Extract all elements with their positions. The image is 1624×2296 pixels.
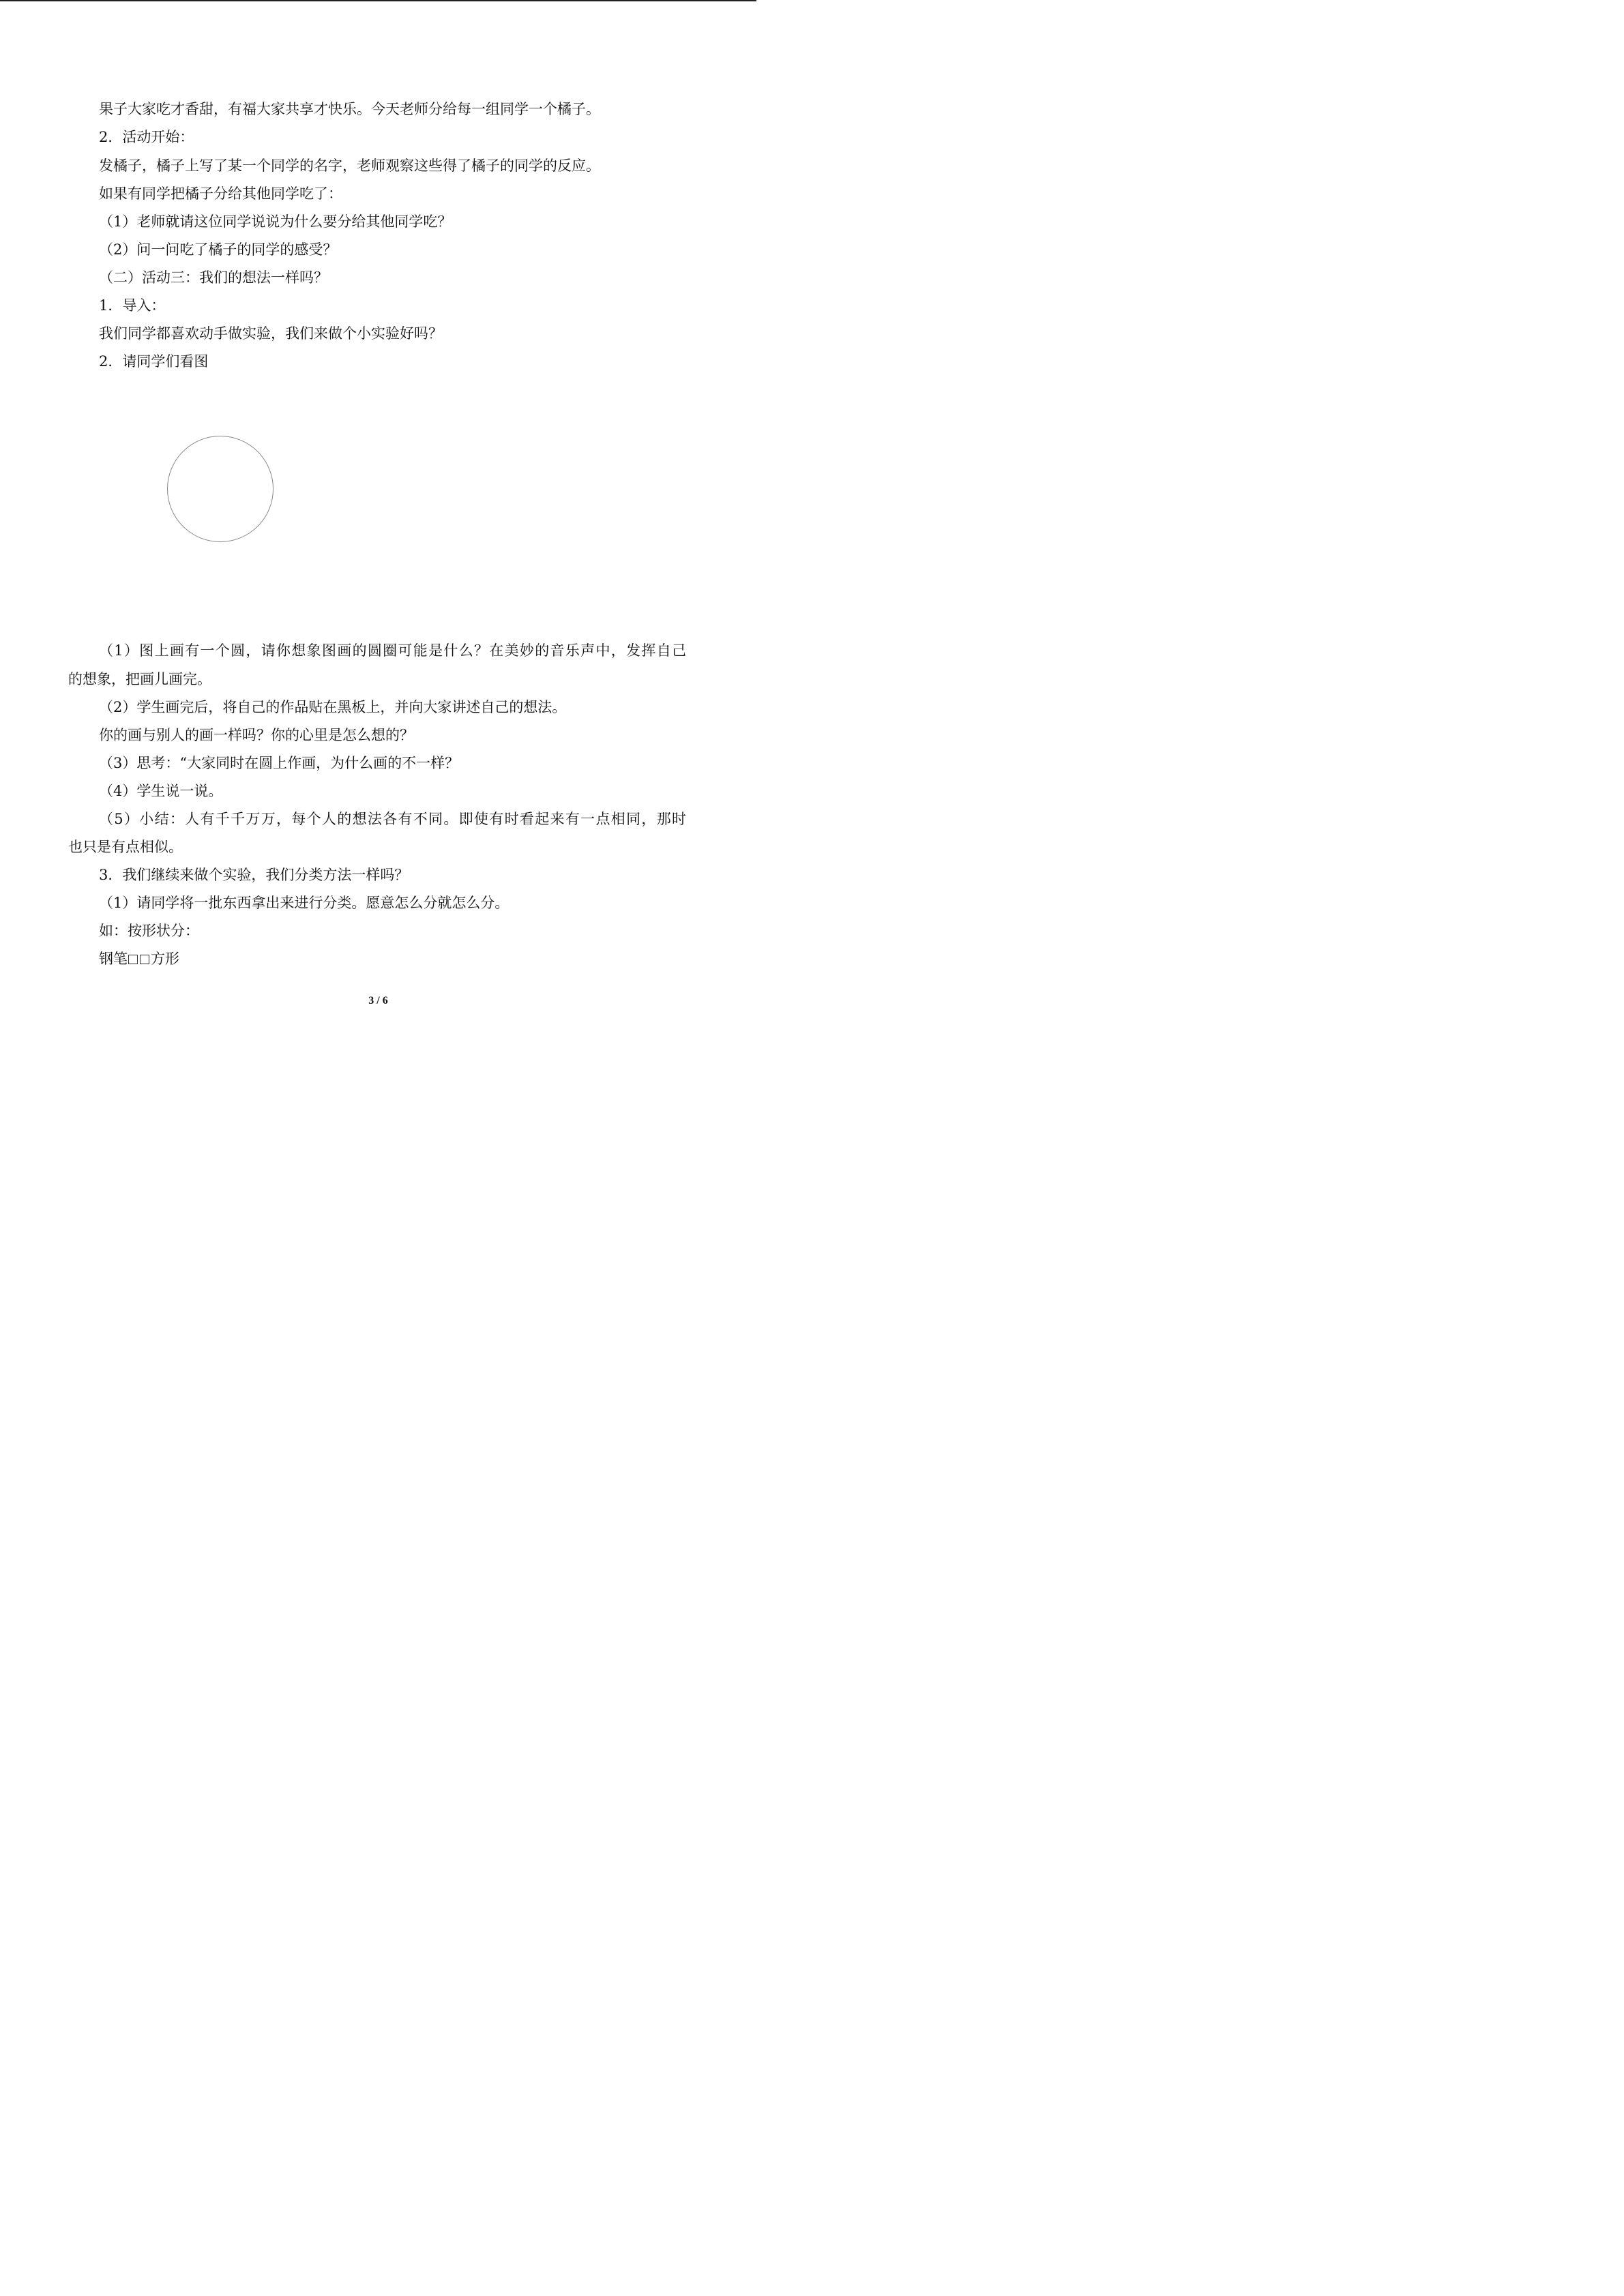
paragraph: （二）活动三：我们的想法一样吗？ bbox=[99, 269, 328, 286]
shape-label: 方形 bbox=[151, 951, 179, 967]
paragraph: 1．导入： bbox=[99, 297, 166, 314]
paragraph: 3．我们继续来做个实验，我们分类方法一样吗？ bbox=[99, 867, 409, 883]
pen-label: 钢笔 bbox=[99, 951, 128, 967]
circle-figure bbox=[167, 436, 274, 542]
paragraph: （5）小结：人有千千万万，每个人的想法各有不同。即使有时看起来有一点相同，那时 bbox=[99, 811, 686, 827]
paragraph: 2．请同学们看图 bbox=[99, 353, 209, 370]
paragraph: 发橘子，橘子上写了某一个同学的名字，老师观察这些得了橘子的同学的反应。 bbox=[99, 158, 600, 174]
paragraph: （4）学生说一说。 bbox=[99, 783, 223, 799]
paragraph: 你的画与别人的画一样吗？你的心里是怎么想的？ bbox=[99, 727, 414, 743]
paragraph: （2）学生画完后，将自己的作品贴在黑板上，并向大家讲述自己的想法。 bbox=[99, 699, 567, 715]
paragraph: 如果有同学把橘子分给其他同学吃了： bbox=[99, 185, 342, 202]
paragraph: 2．活动开始： bbox=[99, 129, 194, 145]
top-border-rule bbox=[0, 0, 756, 1]
paragraph: 果子大家吃才香甜，有福大家共享才快乐。今天老师分给每一组同学一个橘子。 bbox=[99, 101, 600, 117]
paragraph: 我们同学都喜欢动手做实验，我们来做个小实验好吗？ bbox=[99, 325, 443, 342]
page-number: 3 / 6 bbox=[368, 995, 388, 1007]
paragraph: （1）请同学将一批东西拿出来进行分类。愿意怎么分就怎么分。 bbox=[99, 895, 510, 911]
placeholder-box-icon bbox=[140, 955, 149, 964]
paragraph: （1）老师就请这位同学说说为什么要分给其他同学吃？ bbox=[99, 213, 452, 230]
paragraph: （3）思考：“大家同时在圆上作画，为什么画的不一样？ bbox=[99, 755, 460, 771]
paragraph: （2）问一问吃了橘子的同学的感受？ bbox=[99, 241, 338, 258]
pen-shape-line bbox=[99, 949, 179, 968]
paragraph: 也只是有点相似。 bbox=[68, 839, 183, 855]
placeholder-box-icon bbox=[128, 955, 138, 964]
paragraph: 如：按形状分： bbox=[99, 923, 199, 939]
paragraph: （1）图上画有一个圆，请你想象图画的圆圈可能是什么？在美妙的音乐声中，发挥自己 bbox=[99, 642, 686, 659]
paragraph: 的想象，把画儿画完。 bbox=[68, 671, 211, 687]
